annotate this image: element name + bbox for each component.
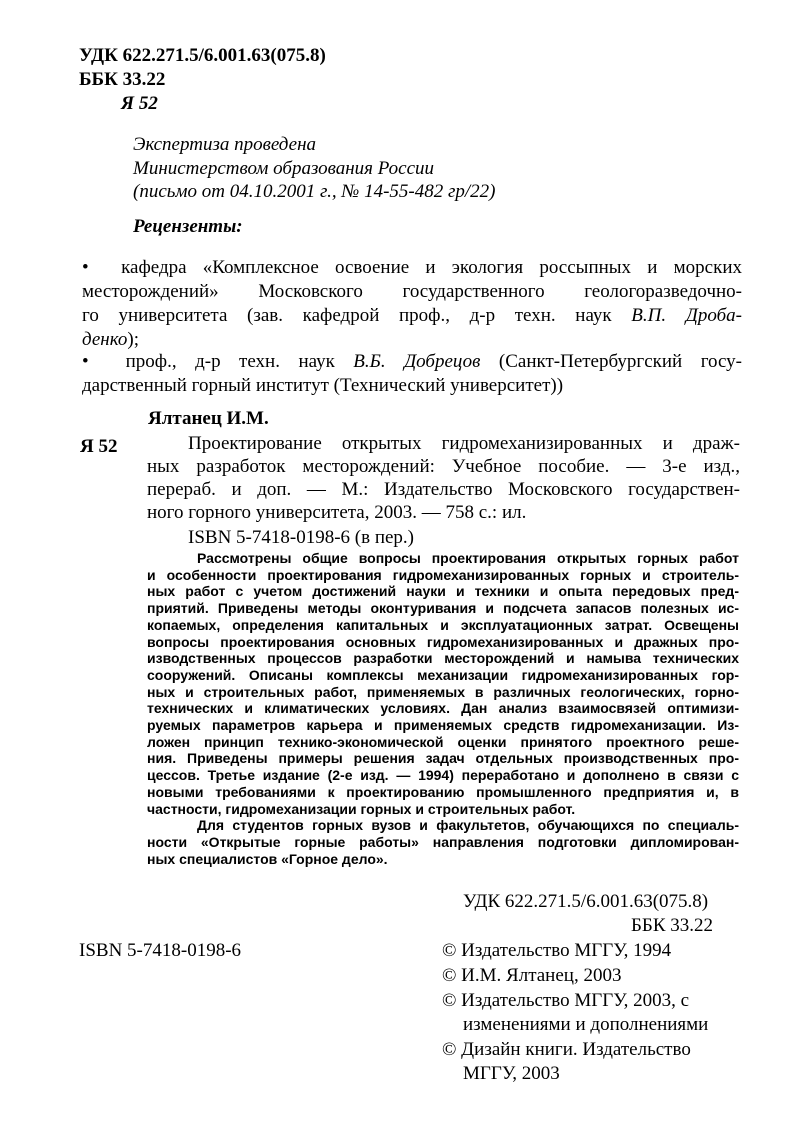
reviewer-1-line-3: [82, 304, 742, 328]
catalog-code: Я 52: [80, 436, 118, 457]
copyright-3: © Издательство МГГУ, 2003, с: [442, 990, 690, 1011]
annotation-line: ных работ с учетом достижений науки и техники и опыта передовых пред-: [147, 583, 739, 600]
reviewer-1-text-1: кафедра «Комплексное освоение и экология россыпных и морских: [121, 257, 742, 278]
reviewer-1-line-4: [82, 328, 742, 352]
reviewer-1-line-2: месторождений» Московского государственного геологоразведочно-: [82, 281, 742, 302]
annotation-line: руемых параметров карьера и применяемых средств гидромеханизации. Из-: [147, 717, 739, 734]
reviewer-1-text-3: го университета (зав. кафедрой проф., д-р техн. наук: [82, 305, 632, 326]
annotation: [147, 550, 739, 867]
reviewer-2-line-2: дарственный горный институт (Технический университет)): [82, 375, 564, 396]
annotation-line: и особенности проектирования гидромеханизированных горных и строитель-: [147, 566, 739, 583]
catalog-line-4: ного горного университета, 2003. — 758 с.: ил.: [147, 502, 527, 523]
footer-udk: УДК 622.271.5/6.001.63(075.8): [463, 891, 709, 912]
reviewer-2-line-1: [82, 350, 742, 374]
copyright-1: © Издательство МГГУ, 1994: [442, 940, 672, 961]
annotation-line: ных и строительных работ, применяемых в различных геологических, горно-: [147, 683, 739, 700]
reviewer-1: [82, 256, 742, 352]
footer-isbn: ISBN 5-7418-0198-6: [79, 940, 242, 961]
annotation-line: ложен принцип технико-экономической оценки принятого проектного реше-: [147, 733, 739, 750]
annotation-line: технических и климатических условиях. Дан анализ взаимосвязей оптимизи-: [147, 700, 739, 717]
reviewer-1-text-4: );: [127, 329, 139, 350]
reviewer-2-text-2: (Санкт-Петербургский госу-: [480, 351, 743, 372]
copyright-4-continuation: МГГУ, 2003: [463, 1063, 560, 1084]
udk-header: УДК 622.271.5/6.001.63(075.8): [79, 45, 326, 66]
reviewer-2-text-1: проф., д-р техн. наук: [125, 351, 354, 372]
footer-bbk: ББК 33.22: [631, 915, 713, 936]
bbk-header: ББК 33.22: [79, 69, 166, 90]
catalog-description: [147, 432, 740, 524]
expertise-line-3: (письмо от 04.10.2001 г., № 14-55-482 гр/22): [133, 181, 496, 202]
catalog-author: Ялтанец И.М.: [148, 408, 269, 429]
catalog-line-2: ных разработок месторождений: Учебное пособие. — 3-е изд.,: [147, 456, 740, 477]
annotation-line: Для студентов горных вузов и факультетов, обучающихся по специаль-: [197, 817, 739, 834]
annotation-line: новыми требованиями к проектированию промышленного предприятия и, в: [147, 783, 739, 800]
bullet-icon: •: [82, 351, 89, 372]
catalog-line-3: перераб. и доп. — М.: Издательство Московского государствен-: [147, 479, 740, 500]
annotation-line: Рассмотрены общие вопросы проектирования открытых горных работ: [197, 550, 739, 566]
expertise-line-2: Министерством образования России: [133, 158, 435, 179]
annotation-line: вопросы проектирования основных гидромеханизированных и дражных про-: [147, 633, 739, 650]
reviewers-title: Рецензенты:: [133, 216, 243, 237]
annotation-line: ных специалистов «Горное дело».: [147, 850, 388, 867]
reviewer-2: [82, 350, 742, 398]
author-code-header: Я 52: [121, 93, 158, 114]
reviewer-1-line-1: [82, 256, 742, 280]
annotation-line: сооружений. Описаны комплексы механизации гидромеханизированных гор-: [147, 666, 739, 683]
annotation-line: цессов. Третье издание (2-е изд. — 1994) переработано и дополнено в связи с: [147, 767, 739, 784]
annotation-line: приятий. Приведены методы оконтуривания и подсчета запасов полезных ис-: [147, 600, 739, 617]
copyright-3-continuation: изменениями и дополнениями: [463, 1014, 709, 1035]
bullet-icon: •: [82, 257, 89, 278]
annotation-line: ния. Приведены примеры решения задач отдельных производственных про-: [147, 750, 739, 767]
catalog-line-1: Проектирование открытых гидромеханизированных и драж-: [188, 433, 740, 454]
reviewer-1-head-name-end: денко: [82, 329, 128, 350]
annotation-line: частности, гидромеханизации горных и строительных работ.: [147, 800, 576, 817]
reviewer-2-name: В.Б. Добрецов: [353, 351, 481, 372]
reviewer-1-head-name: В.П. Дроба-: [631, 305, 742, 326]
annotation-line: ности «Открытые горные работы» направления подготовки дипломирован-: [147, 833, 739, 850]
catalog-isbn: ISBN 5-7418-0198-6 (в пер.): [188, 527, 414, 548]
expertise-line-1: Экспертиза проведена: [133, 134, 317, 155]
annotation-line: копаемых, определения капитальных и эксплуатационных затрат. Освещены: [147, 616, 739, 633]
copyright-4: © Дизайн книги. Издательство: [442, 1039, 691, 1060]
copyright-2: © И.М. Ялтанец, 2003: [442, 965, 622, 986]
annotation-line: изводственных процессов разработки месторождений и намыва технических: [147, 650, 739, 667]
